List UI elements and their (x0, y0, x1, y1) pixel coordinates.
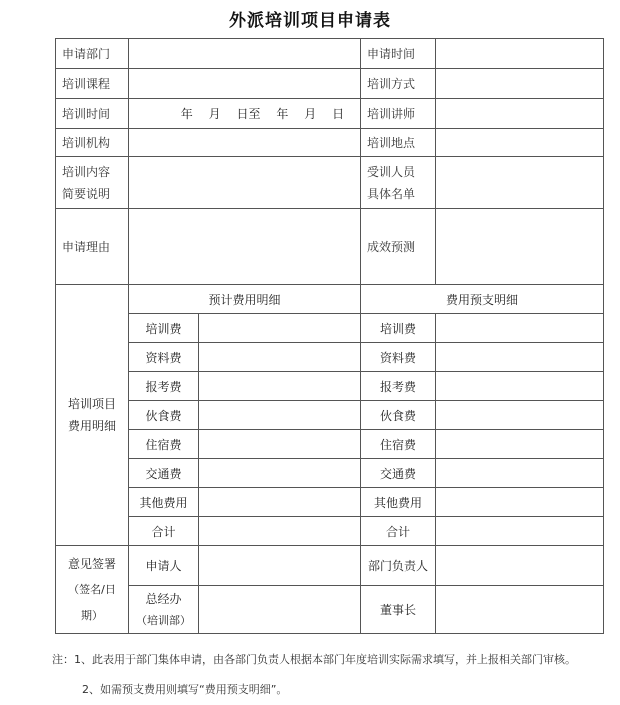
plan-item-label: 交通费 (129, 459, 199, 488)
plan-item-label: 培训费 (129, 314, 199, 343)
period-year-2: 年 (276, 107, 289, 121)
sign-section-label-line2: （签名/日期） (68, 582, 116, 622)
method-field[interactable] (436, 69, 604, 99)
advance-item-label: 交通费 (361, 459, 436, 488)
advance-item-value[interactable] (436, 430, 604, 459)
advance-item-value[interactable] (436, 459, 604, 488)
plan-item-value[interactable] (199, 314, 361, 343)
content-field[interactable] (129, 157, 361, 209)
form-title: 外派培训项目申请表 (229, 11, 391, 31)
teacher-field[interactable] (436, 99, 604, 129)
period-month-2: 月 (304, 107, 317, 121)
plan-item-value[interactable] (199, 343, 361, 372)
advance-item-label: 培训费 (361, 314, 436, 343)
content-label (56, 157, 129, 209)
reason-field[interactable] (129, 209, 361, 285)
advance-item-value[interactable] (436, 401, 604, 430)
trainees-label-line1: 受训人员 (367, 164, 416, 179)
advance-total-value[interactable] (436, 517, 604, 546)
gm-office-label (129, 586, 199, 634)
plan-item-label: 报考费 (129, 372, 199, 401)
cost-section-label (56, 285, 129, 546)
advance-item-label: 资料费 (361, 343, 436, 372)
apply-time-label: 申请时间 (361, 39, 436, 69)
form-notes (52, 645, 576, 705)
note-2: 2、如需预支费用则填写“费用预支明细”。 (82, 683, 288, 696)
dept-head-label: 部门负责人 (361, 546, 436, 586)
cost-section-label-line2: 费用明细 (67, 419, 116, 433)
sign-section-label-line1: 意见签署 (67, 556, 116, 571)
gm-office-label-line1: 总经办 (145, 591, 182, 606)
trainees-field[interactable] (436, 157, 604, 209)
advance-cost-header: 费用预支明细 (361, 285, 604, 314)
advance-item-value[interactable] (436, 314, 604, 343)
plan-item-value[interactable] (199, 372, 361, 401)
effect-field[interactable] (436, 209, 604, 285)
application-form-table (55, 38, 604, 634)
plan-item-label: 其他费用 (129, 488, 199, 517)
place-label: 培训地点 (361, 129, 436, 157)
plan-item-value[interactable] (199, 459, 361, 488)
method-label: 培训方式 (361, 69, 436, 99)
dept-head-sign-field[interactable] (436, 546, 604, 586)
advance-item-label: 其他费用 (361, 488, 436, 517)
advance-item-label: 住宿费 (361, 430, 436, 459)
gm-office-label-line2: （培训部） (136, 613, 191, 627)
plan-cost-header: 预计费用明细 (129, 285, 361, 314)
note-1: 注：1、此表用于部门集体申请，由各部门负责人根据本部门年度培训实际需求填写，并上报相关部门审核。 (52, 653, 576, 666)
plan-total-label: 合计 (129, 517, 199, 546)
gm-office-sign-field[interactable] (199, 586, 361, 634)
period-day-to: 日至 (236, 107, 261, 121)
plan-total-value[interactable] (199, 517, 361, 546)
plan-item-label: 住宿费 (129, 430, 199, 459)
trainees-label (361, 157, 436, 209)
effect-label: 成效预测 (361, 209, 436, 285)
chairman-label: 董事长 (361, 586, 436, 634)
teacher-label: 培训讲师 (361, 99, 436, 129)
period-label: 培训时间 (56, 99, 129, 129)
plan-item-value[interactable] (199, 401, 361, 430)
advance-item-value[interactable] (436, 372, 604, 401)
reason-label: 申请理由 (56, 209, 129, 285)
advance-item-value[interactable] (436, 343, 604, 372)
period-year-1: 年 (180, 107, 193, 121)
advance-item-label: 伙食费 (361, 401, 436, 430)
applicant-label: 申请人 (129, 546, 199, 586)
advance-item-value[interactable] (436, 488, 604, 517)
org-label: 培训机构 (56, 129, 129, 157)
trainees-label-line2: 具体名单 (367, 186, 416, 201)
period-day-2: 日 (332, 107, 345, 121)
course-label: 培训课程 (56, 69, 129, 99)
course-field[interactable] (129, 69, 361, 99)
place-field[interactable] (436, 129, 604, 157)
period-month-1: 月 (208, 107, 221, 121)
applicant-sign-field[interactable] (199, 546, 361, 586)
plan-item-value[interactable] (199, 488, 361, 517)
cost-section-label-line1: 培训项目 (67, 397, 116, 411)
advance-item-label: 报考费 (361, 372, 436, 401)
dept-field[interactable] (129, 39, 361, 69)
dept-label: 申请部门 (56, 39, 129, 69)
content-label-line1: 培训内容 (62, 164, 111, 179)
plan-item-value[interactable] (199, 430, 361, 459)
plan-item-label: 伙食费 (129, 401, 199, 430)
content-label-line2: 简要说明 (62, 186, 111, 201)
org-field[interactable] (129, 129, 361, 157)
plan-item-label: 资料费 (129, 343, 199, 372)
advance-total-label: 合计 (361, 517, 436, 546)
sign-section-label (56, 546, 129, 634)
chairman-sign-field[interactable] (436, 586, 604, 634)
apply-time-field[interactable] (436, 39, 604, 69)
period-field[interactable] (129, 99, 361, 129)
